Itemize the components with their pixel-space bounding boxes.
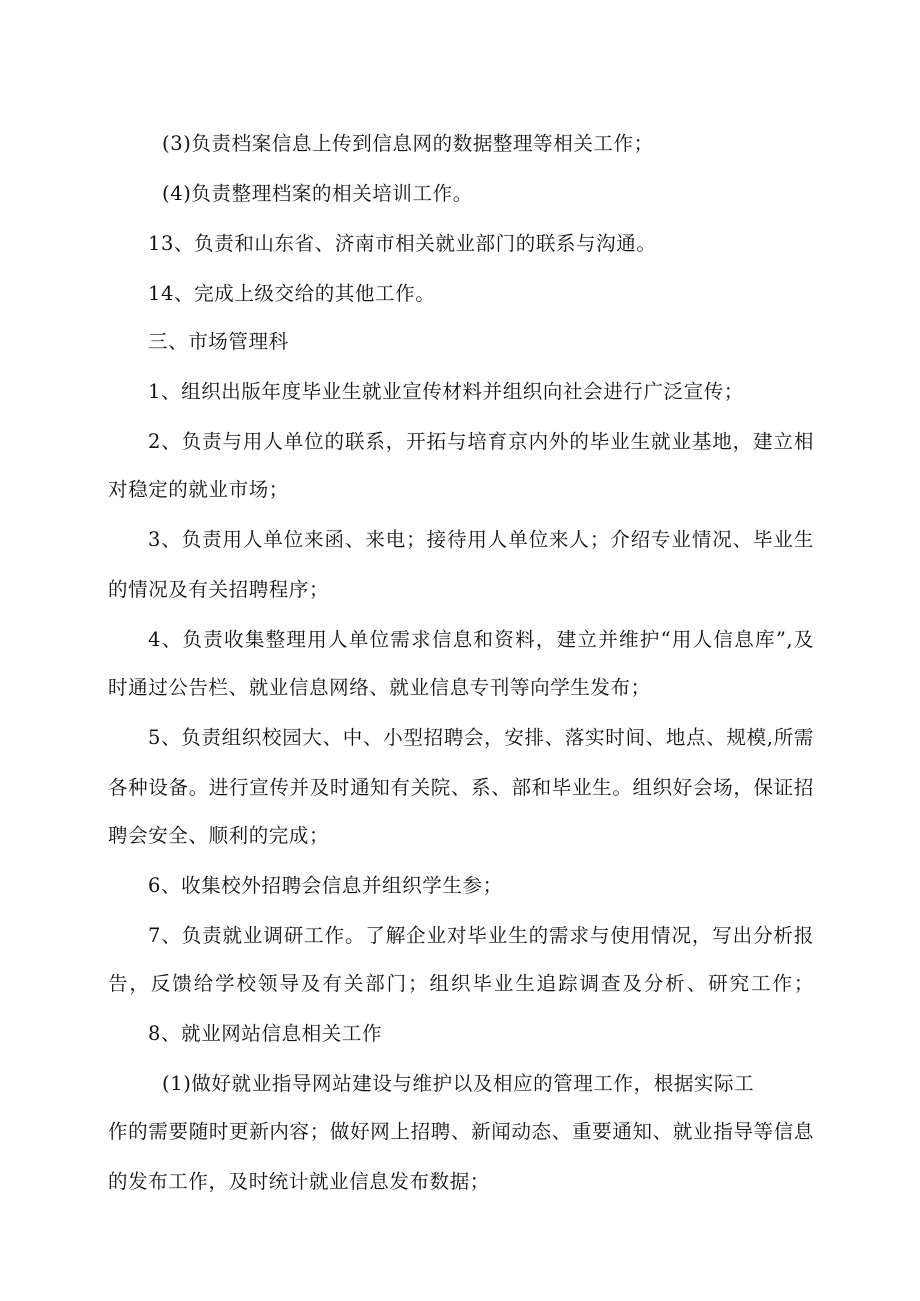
text-line: 告，反馈给学校领导及有关部门；组织毕业生追踪调查及分析、研究工作；: [108, 972, 814, 995]
text-line: 5、负责组织校园大、中、小型招聘会，安排、落实时间、地点、规模,所需: [148, 726, 814, 749]
text-line: 4、负责收集整理用人单位需求信息和资料，建立并维护“用人信息库”,及: [148, 628, 814, 651]
text-line: 的发布工作，及时统计就业信息发布数据；: [108, 1170, 490, 1193]
text-line: (4)负责整理档案的相关培训工作。: [162, 182, 473, 205]
text-line: 作的需要随时更新内容；做好网上招聘、新闻动态、重要通知、就业指导等信息: [108, 1120, 814, 1143]
text-line: 各种设备。进行宣传并及时通知有关院、系、部和毕业生。组织好会场，保证招: [108, 776, 814, 799]
text-line: 8、就业网站信息相关工作: [148, 1022, 383, 1045]
text-line: 1、组织出版年度毕业生就业宣传材料并组织向社会进行广泛宣传；: [148, 380, 744, 403]
text-line: 13、负责和山东省、济南市相关就业部门的联系与沟通。: [148, 232, 657, 255]
text-line: 的情况及有关招聘程序；: [108, 578, 330, 601]
text-line: 聘会安全、顺利的完成；: [108, 824, 330, 847]
text-line: 6、收集校外招聘会信息并组织学生参；: [148, 874, 503, 897]
text-line: 时通过公告栏、就业信息网络、就业信息专刊等向学生发布；: [108, 676, 651, 699]
section-heading: 三、市场管理科: [148, 330, 289, 353]
text-line: 7、负责就业调研工作。了解企业对毕业生的需求与使用情况，写出分析报: [148, 924, 814, 947]
text-line: 2、负责与用人单位的联系，开拓与培育京内外的毕业生就业基地，建立相: [148, 430, 814, 453]
text-line: 14、完成上级交给的其他工作。: [148, 282, 436, 305]
text-line: 3、负责用人单位来函、来电；接待用人单位来人；介绍专业情况、毕业生: [148, 528, 814, 551]
text-line: (1)做好就业指导网站建设与维护以及相应的管理工作，根据实际工: [162, 1072, 755, 1095]
text-line: (3)负责档案信息上传到信息网的数据整理等相关工作；: [162, 132, 654, 155]
text-line: 对稳定的就业市场；: [108, 478, 289, 501]
